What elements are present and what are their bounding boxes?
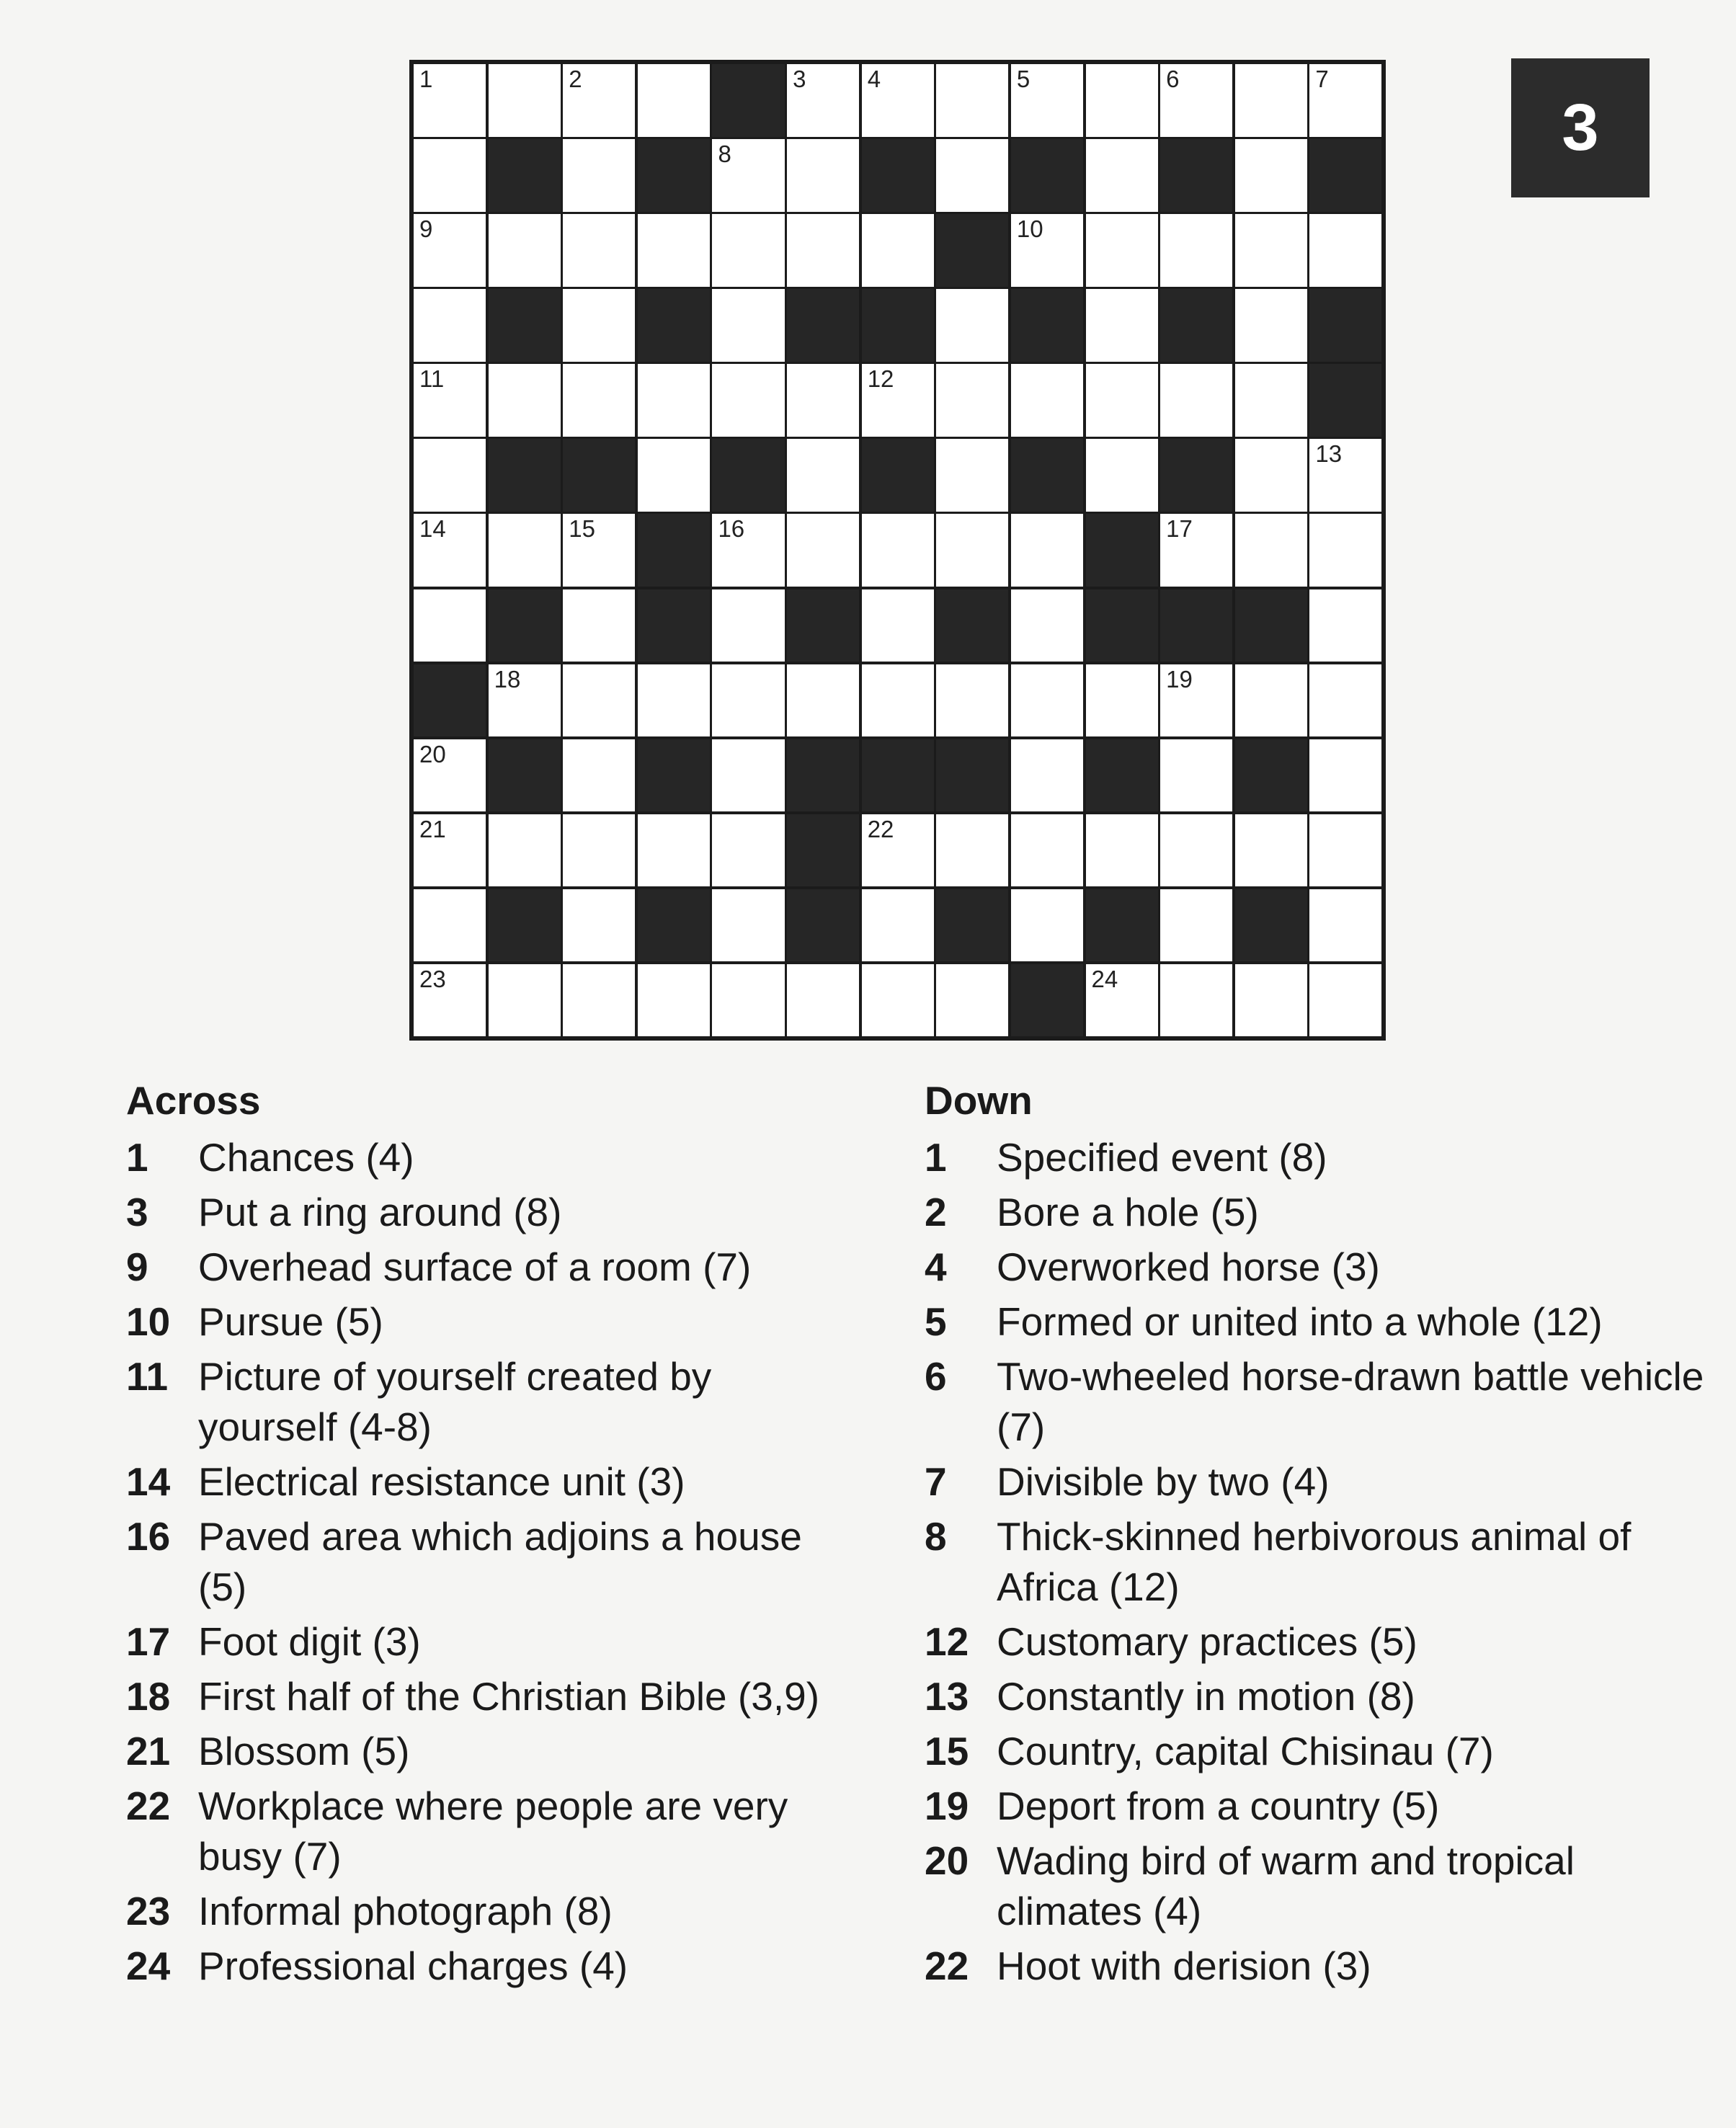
grid-cell[interactable] [935, 813, 1010, 889]
grid-cell[interactable] [636, 813, 711, 889]
grid-cell[interactable] [1159, 213, 1234, 288]
across-clue [126, 1941, 861, 1991]
grid-cell[interactable] [1308, 963, 1383, 1038]
grid-cell[interactable] [1085, 288, 1159, 363]
block-cell [487, 138, 562, 213]
grid-cell[interactable] [1159, 963, 1234, 1038]
block-cell [1010, 963, 1085, 1038]
clue-text: Specified event (8) [997, 1135, 1327, 1180]
across-clue [126, 1242, 861, 1292]
block-cell [1010, 288, 1085, 363]
grid-cell[interactable] [1159, 63, 1234, 138]
clue-text: Chances (4) [198, 1135, 414, 1180]
block-cell [860, 738, 935, 814]
grid-cell[interactable] [636, 362, 711, 438]
grid-cell[interactable] [1308, 213, 1383, 288]
grid-cell[interactable] [561, 512, 636, 588]
cell-number: 13 [1315, 440, 1343, 468]
grid-cell[interactable] [935, 362, 1010, 438]
grid-cell[interactable] [487, 512, 562, 588]
block-cell [785, 888, 860, 963]
clue-text: First half of the Christian Bible (3,9) [198, 1674, 820, 1719]
grid-cell[interactable] [1010, 512, 1085, 588]
grid-cell[interactable] [1159, 813, 1234, 889]
down-clues [925, 1074, 1724, 1995]
clue-number: 21 [126, 1729, 171, 1773]
puzzle-number: 3 [1562, 91, 1599, 164]
grid-cell[interactable] [561, 588, 636, 664]
grid-cell[interactable] [636, 963, 711, 1038]
block-cell [785, 288, 860, 363]
clue-number: 17 [126, 1619, 171, 1664]
clue-number: 3 [126, 1190, 148, 1234]
clue-text: Blossom (5) [198, 1729, 410, 1773]
clue-text: Hoot with derision (3) [997, 1944, 1371, 1988]
block-cell [1010, 138, 1085, 213]
block-cell [1085, 888, 1159, 963]
grid-cell[interactable] [561, 63, 636, 138]
clue-number: 10 [126, 1299, 171, 1344]
grid-cell[interactable] [1234, 288, 1309, 363]
clue-text: Wading bird of warm and tropical climates (4) [997, 1838, 1575, 1933]
grid-cell[interactable] [860, 888, 935, 963]
across-clue [126, 1187, 861, 1237]
clue-text: Formed or united into a whole (12) [997, 1299, 1603, 1344]
grid-cell[interactable] [711, 738, 785, 814]
grid-cell[interactable] [412, 362, 487, 438]
grid-cell[interactable] [1085, 138, 1159, 213]
grid-cell[interactable] [1308, 588, 1383, 664]
grid-cell[interactable] [785, 213, 860, 288]
grid-cell[interactable] [1159, 663, 1234, 739]
block-cell [487, 437, 562, 513]
cell-number: 5 [1016, 66, 1031, 92]
cell-number: 23 [419, 965, 446, 992]
grid-cell[interactable] [1234, 362, 1309, 438]
grid-cell[interactable] [711, 663, 785, 739]
clue-number: 16 [126, 1514, 171, 1559]
cell-number: 12 [867, 365, 894, 393]
cell-number: 19 [1166, 665, 1193, 693]
clue-text: Overworked horse (3) [997, 1245, 1380, 1289]
grid-cell[interactable] [711, 512, 785, 588]
grid-cell[interactable] [561, 213, 636, 288]
grid-cell[interactable] [487, 813, 562, 889]
grid-cell[interactable] [1010, 63, 1085, 138]
cell-number: 22 [867, 815, 894, 842]
grid-cell[interactable] [1085, 437, 1159, 513]
across-clue [126, 1351, 861, 1452]
clue-number: 13 [925, 1674, 969, 1719]
grid-cell[interactable] [785, 63, 860, 138]
grid-cell[interactable] [412, 138, 487, 213]
clue-text: Paved area which adjoins a house (5) [198, 1514, 802, 1609]
grid-cell[interactable] [935, 963, 1010, 1038]
block-cell [860, 288, 935, 363]
grid-cell[interactable] [561, 963, 636, 1038]
grid-cell[interactable] [1010, 738, 1085, 814]
grid-cell[interactable] [935, 663, 1010, 739]
block-cell [636, 288, 711, 363]
down-clue [925, 1351, 1724, 1452]
grid-cell[interactable] [1159, 738, 1234, 814]
down-heading: Down [925, 1078, 1033, 1123]
grid-cell[interactable] [785, 663, 860, 739]
grid-cell[interactable] [561, 138, 636, 213]
block-cell [935, 738, 1010, 814]
across-clues [126, 1074, 861, 1995]
grid-cell[interactable] [860, 588, 935, 664]
grid-cell[interactable] [412, 437, 487, 513]
grid-cell[interactable] [1085, 813, 1159, 889]
block-cell [487, 288, 562, 363]
block-cell [785, 738, 860, 814]
clue-text: Put a ring around (8) [198, 1190, 562, 1234]
clue-text: Pursue (5) [198, 1299, 383, 1344]
grid-cell[interactable] [860, 813, 935, 889]
block-cell [1234, 738, 1309, 814]
grid-cell[interactable] [860, 963, 935, 1038]
clue-text: Workplace where people are very busy (7) [198, 1784, 788, 1879]
grid-cell[interactable] [711, 213, 785, 288]
block-cell [1085, 738, 1159, 814]
clue-text: Overhead surface of a room (7) [198, 1245, 752, 1289]
grid-cell[interactable] [561, 362, 636, 438]
cell-number: 14 [419, 515, 446, 543]
clue-number: 4 [925, 1245, 947, 1289]
down-clue [925, 1671, 1724, 1722]
block-cell [935, 213, 1010, 288]
grid-cell[interactable] [1085, 63, 1159, 138]
down-clue [925, 1941, 1724, 1991]
clue-number: 24 [126, 1944, 171, 1988]
grid-cell[interactable] [636, 213, 711, 288]
across-clue [126, 1456, 861, 1507]
across-clue [126, 1616, 861, 1667]
down-clue [925, 1781, 1724, 1831]
down-clue [925, 1616, 1724, 1667]
clue-number: 20 [925, 1838, 969, 1883]
across-heading: Across [126, 1078, 261, 1123]
grid-cell[interactable] [1308, 512, 1383, 588]
grid-cell[interactable] [636, 437, 711, 513]
cell-number: 11 [419, 365, 445, 393]
puzzle-number-badge [1511, 58, 1650, 197]
cell-number: 18 [494, 665, 521, 693]
clue-text: Deport from a country (5) [997, 1784, 1440, 1828]
grid-cell[interactable] [412, 813, 487, 889]
grid-cell[interactable] [1159, 888, 1234, 963]
grid-cell[interactable] [1308, 663, 1383, 739]
clue-number: 1 [925, 1135, 947, 1180]
across-clue [126, 1781, 861, 1882]
across-clue [126, 1296, 861, 1347]
block-cell [1159, 288, 1234, 363]
grid-cell[interactable] [561, 813, 636, 889]
grid-cell[interactable] [935, 512, 1010, 588]
down-clue [925, 1187, 1724, 1237]
clue-text: Picture of yourself created by yourself (4-8) [198, 1354, 712, 1449]
clue-number: 14 [126, 1459, 171, 1504]
grid-cell[interactable] [1085, 663, 1159, 739]
down-clue [925, 1242, 1724, 1292]
cell-number: 21 [419, 815, 446, 842]
grid-cell[interactable] [711, 888, 785, 963]
down-clue [925, 1456, 1724, 1507]
grid-cell[interactable] [1085, 963, 1159, 1038]
grid-cell[interactable] [860, 663, 935, 739]
grid-cell[interactable] [561, 888, 636, 963]
block-cell [636, 512, 711, 588]
grid-cell[interactable] [1234, 437, 1309, 513]
block-cell [1085, 512, 1159, 588]
grid-cell[interactable] [935, 437, 1010, 513]
clue-text: Professional charges (4) [198, 1944, 628, 1988]
grid-cell[interactable] [412, 512, 487, 588]
clue-number: 9 [126, 1245, 148, 1289]
clue-number: 22 [126, 1784, 171, 1828]
cell-number: 20 [419, 740, 446, 767]
clue-text: Constantly in motion (8) [997, 1674, 1415, 1719]
grid-cell[interactable] [1308, 738, 1383, 814]
block-cell [785, 588, 860, 664]
clue-text: Country, capital Chisinau (7) [997, 1729, 1494, 1773]
grid-cell[interactable] [785, 362, 860, 438]
grid-cell[interactable] [785, 437, 860, 513]
grid-cell[interactable] [711, 588, 785, 664]
block-cell [1159, 138, 1234, 213]
clue-number: 18 [126, 1674, 171, 1719]
grid-cell[interactable] [1234, 963, 1309, 1038]
grid-cell[interactable] [412, 588, 487, 664]
down-clue-list [925, 1132, 1724, 1991]
cell-number: 8 [718, 141, 731, 168]
cell-number: 10 [1016, 215, 1043, 243]
clue-number: 12 [925, 1619, 969, 1664]
grid-cell[interactable] [860, 512, 935, 588]
clue-number: 6 [925, 1354, 947, 1399]
clue-text: Foot digit (3) [198, 1619, 421, 1664]
grid-cell[interactable] [1308, 813, 1383, 889]
grid-cell[interactable] [711, 963, 785, 1038]
grid-cell[interactable] [1159, 362, 1234, 438]
clue-number: 19 [925, 1784, 969, 1828]
clue-number: 1 [126, 1135, 148, 1180]
block-cell [785, 813, 860, 889]
grid-cell[interactable] [711, 362, 785, 438]
block-cell [711, 437, 785, 513]
grid-cell[interactable] [860, 213, 935, 288]
grid-cell[interactable] [487, 663, 562, 739]
block-cell [1234, 888, 1309, 963]
clue-text: Electrical resistance unit (3) [198, 1459, 685, 1504]
down-clue [925, 1511, 1724, 1612]
grid-cell[interactable] [412, 288, 487, 363]
grid-cell[interactable] [487, 63, 562, 138]
clue-number: 2 [925, 1190, 947, 1234]
grid-cell[interactable] [412, 213, 487, 288]
grid-cell[interactable] [1010, 588, 1085, 664]
block-cell [935, 588, 1010, 664]
cell-number: 2 [569, 66, 582, 92]
grid-cell[interactable] [785, 138, 860, 213]
clue-number: 15 [925, 1729, 969, 1773]
grid-cell[interactable] [1010, 213, 1085, 288]
block-cell [412, 663, 487, 739]
block-cell [636, 738, 711, 814]
block-cell [636, 888, 711, 963]
grid-cell[interactable] [1010, 663, 1085, 739]
cell-number: 7 [1315, 66, 1329, 92]
down-clue [925, 1726, 1724, 1776]
down-clue [925, 1835, 1724, 1936]
grid-cell[interactable] [785, 963, 860, 1038]
cell-number: 6 [1166, 66, 1180, 92]
block-cell [487, 738, 562, 814]
grid-cell[interactable] [1308, 437, 1383, 513]
grid-cell[interactable] [1308, 888, 1383, 963]
block-cell [636, 138, 711, 213]
across-clue [126, 1132, 861, 1183]
grid-cell[interactable] [1234, 663, 1309, 739]
crossword-grid [409, 60, 1386, 1041]
grid-cell[interactable] [711, 288, 785, 363]
across-clue [126, 1726, 861, 1776]
grid-cell[interactable] [412, 738, 487, 814]
block-cell [860, 138, 935, 213]
block-cell [487, 588, 562, 664]
grid-cell[interactable] [487, 213, 562, 288]
down-clue [925, 1132, 1724, 1183]
clue-number: 8 [925, 1514, 947, 1559]
block-cell [1159, 437, 1234, 513]
clue-number: 11 [126, 1354, 169, 1399]
cell-number: 3 [793, 66, 806, 92]
clue-text: Bore a hole (5) [997, 1190, 1259, 1234]
cell-number: 16 [718, 515, 745, 543]
clue-number: 22 [925, 1944, 969, 1988]
grid-cell[interactable] [1085, 213, 1159, 288]
grid-cell[interactable] [785, 512, 860, 588]
grid-cell[interactable] [860, 63, 935, 138]
cell-number: 1 [419, 66, 433, 92]
grid-cell[interactable] [1010, 888, 1085, 963]
grid-cell[interactable] [561, 663, 636, 739]
grid-cell[interactable] [412, 63, 487, 138]
grid-cell[interactable] [1234, 213, 1309, 288]
clue-text: Customary practices (5) [997, 1619, 1417, 1664]
grid-cell[interactable] [935, 288, 1010, 363]
across-clue [126, 1671, 861, 1722]
block-cell [1234, 588, 1309, 664]
across-clue-list [126, 1132, 861, 1991]
grid-cell[interactable] [1010, 813, 1085, 889]
grid-cell[interactable] [1234, 138, 1309, 213]
grid-cell[interactable] [1234, 813, 1309, 889]
grid-cell[interactable] [561, 288, 636, 363]
grid-cell[interactable] [561, 738, 636, 814]
grid-cell[interactable] [487, 362, 562, 438]
grid-cell[interactable] [935, 63, 1010, 138]
across-clue [126, 1886, 861, 1936]
block-cell [935, 888, 1010, 963]
block-cell [561, 437, 636, 513]
grid-cell[interactable] [1234, 512, 1309, 588]
grid-cell[interactable] [487, 963, 562, 1038]
grid-cell[interactable] [711, 813, 785, 889]
clue-text: Two-wheeled horse-drawn battle vehicle (7) [997, 1354, 1704, 1449]
grid-cell[interactable] [1234, 63, 1309, 138]
clue-number: 7 [925, 1459, 947, 1504]
grid-cell[interactable] [412, 888, 487, 963]
down-clue [925, 1296, 1724, 1347]
cell-number: 9 [419, 215, 433, 243]
grid-cell[interactable] [636, 63, 711, 138]
clue-number: 23 [126, 1889, 171, 1933]
clue-text: Informal photograph (8) [198, 1889, 613, 1933]
block-cell [1085, 588, 1159, 664]
grid-cell[interactable] [711, 138, 785, 213]
grid-cell[interactable] [1308, 63, 1383, 138]
cell-number: 15 [569, 515, 595, 543]
grid-cell[interactable] [1010, 362, 1085, 438]
grid-cell[interactable] [860, 362, 935, 438]
grid-cell[interactable] [636, 663, 711, 739]
clue-number: 5 [925, 1299, 947, 1344]
block-cell [1159, 588, 1234, 664]
block-cell [636, 588, 711, 664]
grid-cell[interactable] [1085, 362, 1159, 438]
across-clue [126, 1511, 861, 1612]
block-cell [1308, 138, 1383, 213]
block-cell [487, 888, 562, 963]
grid-cell[interactable] [1159, 512, 1234, 588]
block-cell [711, 63, 785, 138]
cell-number: 17 [1166, 515, 1193, 543]
cell-number: 4 [867, 66, 881, 92]
block-cell [1010, 437, 1085, 513]
block-cell [860, 437, 935, 513]
block-cell [1308, 362, 1383, 438]
clue-text: Thick-skinned herbivorous animal of Africa (12) [997, 1514, 1632, 1609]
grid-cell[interactable] [412, 963, 487, 1038]
clue-text: Divisible by two (4) [997, 1459, 1330, 1504]
grid-cell[interactable] [935, 138, 1010, 213]
cell-number: 24 [1091, 965, 1118, 992]
block-cell [1308, 288, 1383, 363]
